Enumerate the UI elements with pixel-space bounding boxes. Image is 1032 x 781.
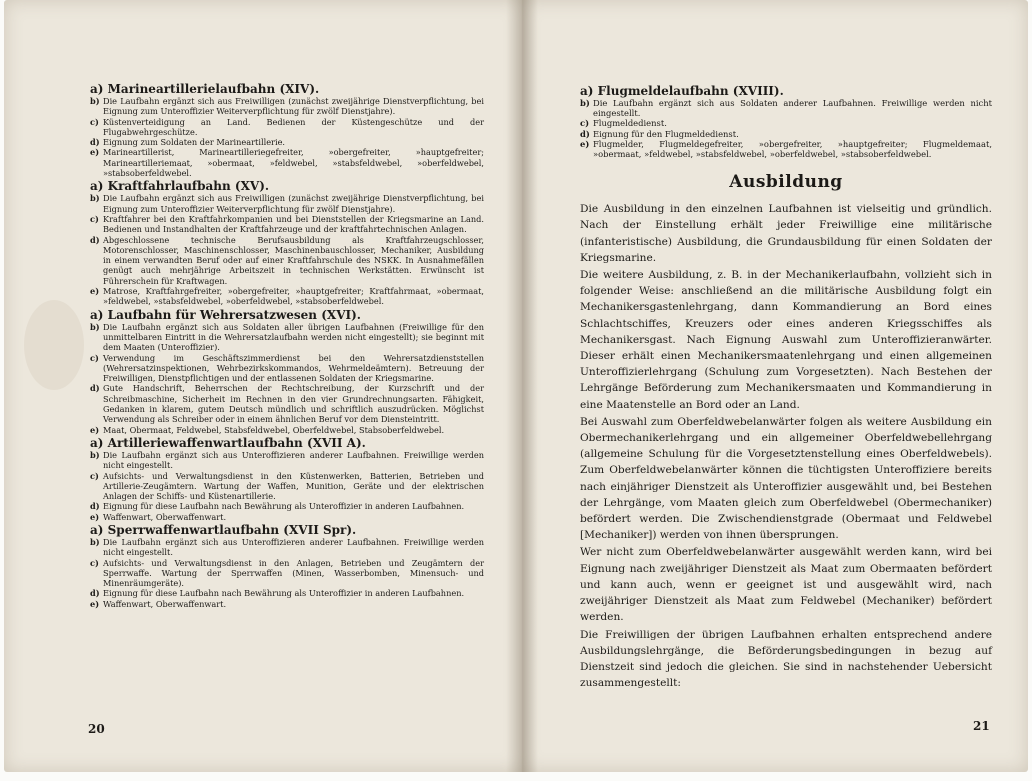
list-item — [90, 425, 484, 435]
section — [90, 436, 484, 522]
section-letter: a) — [90, 435, 108, 450]
item-label: b) — [90, 96, 100, 106]
page-number-left: 20 — [88, 722, 105, 736]
paragraph: Die weitere Ausbildung, z. B. in der Mechanikerlaufbahn, vollzieht sich in folgender Weise: anschließend an die militärische Ausbildung folgt ein Mechanikersgastenlehrgang, dann Kommandierung an Bord eines Schlachtschiffes, Kreuzers oder eines anderen Kriegsschiffes als Mechanikersgast. Nach Eignung Auswahl zum Unteroffizieranwärter. Dieser erhält einen Mechanikersmaatenlehrgang und einen allgemeinen Unteroffizierlehrgang (Schulung zum Vorgesetzten). Nach Bestehen der Lehrgänge Beförderung zum Mechanikersmaaten und Kommandierung in eine Maatenstelle an Bord oder an Land. — [580, 269, 992, 411]
list-item — [90, 286, 484, 307]
item-text: Flugmelder, Flugmeldegefreiter, »obergefreiter, »hauptgefreiter; Flugmeldemaat, »obermaat, »feldwebel, »stabsfeldwebel, »oberfeldwebel, »stabsoberfeldwebel. — [593, 138, 992, 160]
list-item — [90, 117, 484, 138]
item-text: Die Laufbahn ergänzt sich aus Unteroffizieren anderer Laufbahnen. Freiwillige werden nicht eingestellt. — [103, 449, 484, 471]
list-item — [580, 129, 992, 139]
item-label: d) — [580, 128, 590, 139]
item-label: e) — [90, 286, 100, 297]
list-item — [580, 139, 992, 159]
section-items — [580, 98, 992, 159]
right-page — [522, 0, 1028, 772]
section — [90, 523, 484, 609]
section — [90, 308, 484, 435]
section-title — [580, 84, 992, 98]
item-text: Gute Handschrift, Beherrschen der Rechtschreibung, der Kurzschrift und der Schreibmaschine, Sicherheit im Rechnen in den vier Grundrechnungsarten. Fähigkeit, Gedanken in klarem, gutem Deutsch mündlich und schriftlich auszudrücken. Möglichst Verwendung als Schreiber oder in einem ähnlichen Beruf vor dem Diensteintritt. — [103, 383, 484, 425]
item-text: Eignung für diese Laufbahn nach Bewährung als Unteroffizier in anderen Laufbahnen. — [103, 588, 465, 599]
section — [90, 179, 484, 306]
section-name: Laufbahn für Wehrersatzwesen — [107, 307, 318, 322]
item-text: Eignung für diese Laufbahn nach Bewährung als Unteroffizier in anderen Laufbahnen. — [103, 501, 465, 512]
item-label: e) — [580, 138, 590, 149]
list-item — [90, 137, 484, 147]
list-item — [90, 537, 484, 558]
section-name: Flugmeldelaufbahn — [597, 84, 729, 98]
section-letter: a) — [90, 82, 108, 96]
list-item — [90, 353, 484, 384]
list-item — [90, 599, 484, 609]
section-code: (XVIII). — [732, 84, 784, 98]
section-letter: a) — [580, 84, 594, 98]
section-title — [90, 308, 484, 322]
item-text: Eignung für den Flugmeldedienst. — [593, 128, 739, 139]
list-item — [90, 383, 484, 424]
item-text: Marineartillerist, Marineartilleriegefreiter, »obergefreiter, »hauptgefreiter; Marineartilleriemaat, »obermaat, »feldwebel, »stabsfeldwebel, »oberfeldwebel, »stabsoberfeldwebel. — [103, 147, 484, 179]
list-item — [90, 501, 484, 511]
book-gutter — [506, 0, 538, 772]
item-text: Eignung zum Soldaten der Marineartillerie. — [103, 137, 286, 148]
section-name: Kraftfahrlaufbahn — [107, 179, 231, 194]
section-name: Marineartillerielaufbahn — [107, 82, 276, 96]
item-label: c) — [90, 213, 99, 224]
item-label: c) — [90, 557, 99, 568]
item-text: Aufsichts- und Verwaltungsdienst in den Küstenwerken, Batterien, Betrieben und Artillerie-Zeugämtern. Wartung der Waffen, Munition, Geräte und der elektrischen Anlagen der Schiffs- und Küstenartillerie. — [103, 470, 484, 502]
section-code: (XVII Spr). — [283, 522, 357, 537]
item-text: Matrose, Kraftfahrgefreiter, »obergefreiter, »hauptgefreiter; Kraftfahrmaat, »obermaat, »feldwebel, »stabsfeldwebel, »oberfeldwebel, »stabsoberfeldwebel. — [103, 286, 484, 307]
section-title — [90, 523, 484, 537]
item-text: Maat, Obermaat, Feldwebel, Stabsfeldwebel, Oberfeldwebel, Stabsoberfeldwebel. — [103, 424, 445, 435]
section-name: Artilleriewaffenwartlaufbahn — [107, 435, 303, 450]
item-label: d) — [90, 383, 100, 394]
section — [90, 82, 484, 178]
paragraph: Bei Auswahl zum Oberfeldwebelanwärter folgen als weitere Ausbildung ein Obermechanikerlehrgang und ein allgemeiner Oberfeldwebellehrgang (allgemeine Schulung für die Vorgesetztenstellung eines Oberfeldwebels). Zum Oberfeldwebelanwärter können die tüchtigsten Unteroffiziere bereits nach einjähriger Dienstzeit als Unteroffizier ausgewählt und, bei Bestehen der Lehrgänge, vom Maaten gleich zum Oberfeldwebel (Obermechaniker) befördert werden. Die Zwischendienstgrade (Obermaat und Feldwebel [Mechaniker]) werden von ihnen übersprungen. — [580, 415, 992, 542]
list-item — [90, 471, 484, 502]
list-item — [90, 214, 484, 235]
item-label: c) — [90, 470, 99, 481]
item-text: Aufsichts- und Verwaltungsdienst in den Anlagen, Betrieben und Zeugämtern der Sperrwaffe. Wartung der Sperrwaffen (Minen, Wasserbomben, Minensuch- und Minenräumgeräte). — [103, 557, 484, 589]
item-label: b) — [90, 193, 100, 204]
paragraph: Wer nicht zum Oberfeldwebelanwärter ausgewählt werden kann, wird bei Eignung nach zweijähriger Dienstzeit als Maat zum Obermaaten befördert und kann auch, wenn er geeignet ist und ausgewählt wird, nach zweijähriger Dienstzeit als Maat zum Feldwebel (Mechaniker) befördert werden. — [580, 546, 992, 624]
item-text: Kraftfahrer bei den Kraftfahrkompanien und bei Dienststellen der Kriegsmarine an Land. Bedienen und Instandhalten der Kraftfahrzeuge und der kraftfahrtechnischen Anlagen. — [103, 213, 484, 235]
list-item — [90, 96, 484, 117]
item-text: Küstenverteidigung an Land. Bedienen der Küstengeschütze und der Flugabwehrgeschütze. — [103, 116, 484, 137]
section-flugmeldelaufbahn — [580, 84, 992, 159]
item-label: d) — [90, 137, 100, 148]
section-letter: a) — [90, 522, 108, 537]
paragraph: Die Freiwilligen der übrigen Laufbahnen erhalten entsprechend andere Ausbildungslehrgänge, die Beförderungsbedingungen in bezug auf Dienstzeit sind jedoch die gleichen. Sie sind in nachstehender Uebersicht zusammengestellt: — [580, 628, 992, 690]
item-label: d) — [90, 234, 100, 245]
item-label: c) — [580, 118, 590, 129]
item-text: Die Laufbahn ergänzt sich aus Freiwilligen (zunächst zweijährige Dienstverpflichtung, bei Eignung zum Unteroffizier Weiterverpflichtung für zwölf Dienstjahre). — [103, 96, 484, 117]
section-title — [90, 179, 484, 193]
item-text: Die Laufbahn ergänzt sich aus Unteroffizieren anderer Laufbahnen. Freiwillige werden nicht eingestellt. — [103, 536, 484, 558]
item-text: Abgeschlossene technische Berufsausbildung als Kraftfahrzeugschlosser, Motorenschlosser, Maschinenschlosser, Maschinenbauschlosser, Mechaniker, Ausbildung in einem verwandten Beruf oder auf einer Kraftfahrschule des NSKK. In Ausnahmefällen genügt auch mehrjährige Arbeitszeit in technischen Werkstätten. Erwünscht ist Führerschein für Kraftwagen. — [103, 234, 484, 286]
item-label: e) — [90, 511, 100, 522]
left-page — [4, 0, 522, 772]
item-label: d) — [90, 501, 100, 512]
heading-ausbildung: Ausbildung — [729, 172, 843, 193]
section-name: Sperrwaffenwartlaufbahn — [107, 522, 280, 537]
item-label: d) — [90, 588, 100, 599]
item-label: c) — [90, 116, 99, 127]
list-item — [90, 147, 484, 178]
section-code: (XVII A). — [306, 435, 366, 450]
item-text: Waffenwart, Oberwaffenwart. — [103, 598, 227, 609]
section-title — [90, 82, 484, 96]
item-label: b) — [90, 449, 100, 460]
section-title — [90, 436, 484, 450]
list-item — [90, 588, 484, 598]
right-page-text — [580, 84, 992, 692]
list-item — [90, 558, 484, 589]
item-label: b) — [90, 536, 100, 547]
item-text: Verwendung im Geschäftszimmerdienst bei den Wehrersatzdienststellen (Wehrersatzinspektionen, Wehrbezirkskommandos, Wehrmeldeämtern). Betreuung der Freiwilligen, Dienstpflichtigen und der entlassenen Soldaten der Kriegsmarine. — [103, 352, 484, 384]
item-label: b) — [580, 98, 590, 108]
item-text: Die Laufbahn ergänzt sich aus Freiwilligen (zunächst zweijährige Dienstverpflichtung, bei Eignung zum Unteroffizier Weiterverpflichtung für zwölf Dienstjahre). — [103, 193, 484, 214]
item-text: Waffenwart, Oberwaffenwart. — [103, 511, 227, 522]
left-page-text — [90, 82, 484, 610]
list-item — [90, 235, 484, 286]
section-code: (XVI). — [321, 307, 361, 322]
item-text: Die Laufbahn ergänzt sich aus Soldaten aller übrigen Laufbahnen (Freiwillige für den unmittelbaren Eintritt in die Wehrersatzlaufbahn werden nicht eingestellt); sie beginnt mit dem Maaten (Unteroffizier). — [103, 321, 484, 353]
list-item — [90, 193, 484, 214]
paragraph: Die Ausbildung in den einzelnen Laufbahnen ist vielseitig und gründlich. Nach der Einstellung erhält jeder Freiwillige eine militärische (infanteristische) Ausbildung, die Grundausbildung für einen Soldaten der Kriegsmarine. — [580, 203, 992, 264]
list-item — [90, 512, 484, 522]
item-label: e) — [90, 598, 100, 609]
item-label: e) — [90, 424, 100, 435]
ausbildung-paragraphs — [580, 201, 992, 691]
list-item — [90, 322, 484, 353]
item-text: Die Laufbahn ergänzt sich aus Soldaten anderer Laufbahnen. Freiwillige werden nicht eingestellt. — [593, 98, 992, 119]
section-letter: a) — [90, 307, 108, 322]
list-item — [90, 450, 484, 471]
section-code: (XV). — [234, 179, 270, 194]
item-label: b) — [90, 321, 100, 332]
item-label: e) — [90, 147, 100, 158]
item-label: c) — [90, 352, 99, 363]
list-item — [580, 118, 992, 128]
list-item — [580, 98, 992, 118]
section-letter: a) — [90, 179, 108, 194]
section-code: (XIV). — [279, 82, 320, 96]
item-text: Flugmeldedienst. — [593, 118, 667, 129]
page-number-right: 21 — [973, 719, 990, 733]
paper-stain — [24, 300, 84, 390]
